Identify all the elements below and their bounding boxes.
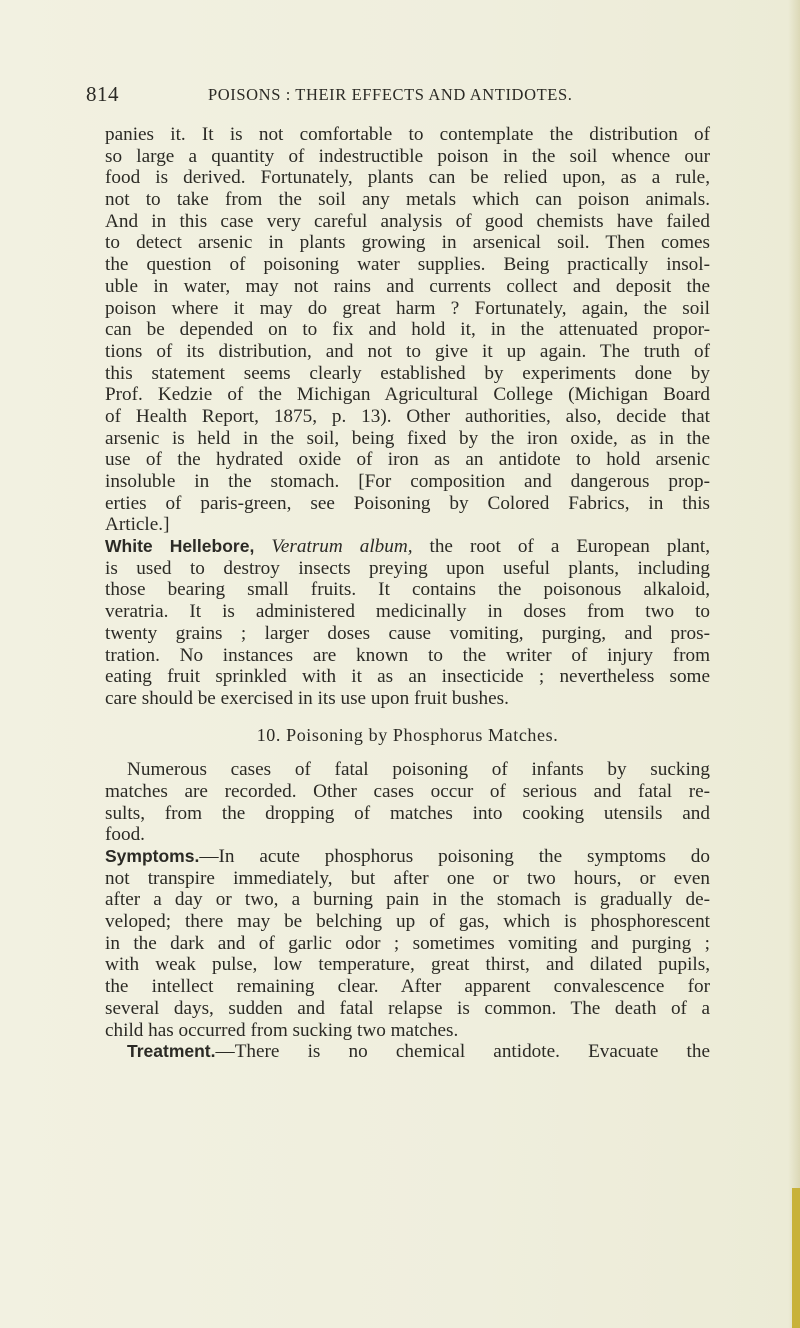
text-line: matches are recorded. Other cases occur of serious and fatal re- (105, 780, 710, 802)
text-line: food. (105, 824, 145, 846)
text-line: tions of its distribution, and not to give it up again. The truth of (105, 340, 710, 362)
text-run: —There is no chemical antidote. Evacuate the (215, 1041, 710, 1063)
text-line: food is derived. Fortunately, plants can be relied upon, as a rule, (105, 167, 710, 189)
text-line: after a day or two, a burning pain in the stomach is gradually de- (105, 889, 710, 911)
text-line: panies it. It is not comfortable to contemplate the distribution of (105, 124, 710, 145)
text-line: veloped; there may be belching up of gas, which is phosphorescent (105, 911, 710, 933)
page-number: 814 (86, 82, 119, 106)
text-line: care should be exercised in its use upon fruit bushes. (105, 687, 509, 709)
text-line: eating fruit sprinkled with it as an insecticide ; nevertheless some (105, 666, 710, 688)
text-line: those bearing small fruits. It contains the poisonous alkaloid, (105, 579, 710, 601)
text-run: the root of a European plant, (429, 536, 711, 558)
paragraph-phosphorus-intro (105, 759, 710, 846)
text-line: the intellect remaining clear. After apparent convalescence for (105, 976, 710, 998)
text-line: use of the hydrated oxide of iron as an antidote to hold arsenic (105, 449, 710, 471)
term-white-hellebore: White Hellebore, (105, 536, 255, 557)
text-line: arsenic is held in the soil, being fixed by the iron oxide, as in the (105, 427, 710, 449)
text-line: not to take from the soil any metals which can poison animals. (105, 189, 710, 211)
section-heading: 10. Poisoning by Phosphorus Matches. (256, 724, 559, 745)
page-edge-tab (792, 1188, 800, 1328)
text-line: Numerous cases of fatal poisoning of infants by sucking (127, 759, 710, 781)
text-line: erties of paris-green, see Poisoning by Colored Fabrics, in this (105, 492, 710, 514)
text-line: to detect arsenic in plants growing in arsenical soil. Then comes (105, 232, 710, 254)
text-line: not transpire immediately, but after one or two hours, or even (105, 867, 710, 889)
text-line: child has occurred from sucking two matches. (105, 1019, 459, 1041)
text-line: twenty grains ; larger doses cause vomiting, purging, and pros- (105, 622, 710, 644)
text-line: poison where it may do great harm ? Fortunately, again, the soil (105, 297, 710, 319)
text-line: veratria. It is administered medicinally in doses from two to (105, 601, 710, 623)
text-run: —In acute phosphorus poisoning the symptoms do (199, 846, 710, 868)
text-line: so large a quantity of indestructible poison in the soil whence our (105, 145, 710, 167)
text-line: the question of poisoning water supplies. Being practically insol- (105, 254, 710, 276)
term-symptoms: Symptoms. (105, 846, 200, 867)
page-header (86, 82, 716, 112)
text-line: of Health Report, 1875, p. 13). Other authorities, also, decide that (105, 405, 710, 427)
page-edge-shadow (788, 0, 800, 1328)
paragraph-arsenic-soil (105, 124, 710, 536)
running-head: POISONS : THEIR EFFECTS AND ANTIDOTES. (208, 85, 573, 104)
text-line: insoluble in the stomach. [For composition and dangerous prop- (105, 471, 710, 492)
text-line: Prof. Kedzie of the Michigan Agricultural College (Michigan Board (105, 384, 710, 406)
text-line: uble in water, may not rains and currents collect and deposit the (105, 275, 710, 297)
text-line: several days, sudden and fatal relapse is common. The death of a (105, 997, 710, 1019)
body-text (105, 124, 710, 1063)
latin-name: Veratrum album, (271, 536, 413, 558)
text-line: And in this case very careful analysis of good chemists have failed (105, 210, 710, 232)
text-line: sults, from the dropping of matches into cooking utensils and (105, 802, 710, 824)
term-treatment: Treatment. (127, 1041, 216, 1062)
text-line (105, 1041, 710, 1063)
text-line: in the dark and of garlic odor ; sometimes vomiting and purging ; (105, 932, 710, 954)
paragraph-symptoms (105, 846, 710, 1041)
text-line (105, 536, 710, 558)
text-line: this statement seems clearly established by experiments done by (105, 362, 710, 384)
text-line: is used to destroy insects preying upon useful plants, including (105, 557, 710, 579)
paragraph-white-hellebore (105, 536, 710, 710)
text-line: can be depended on to fix and hold it, in the attenuated propor- (105, 319, 710, 341)
text-line: tration. No instances are known to the writer of injury from (105, 644, 710, 666)
text-line: with weak pulse, low temperature, great thirst, and dilated pupils, (105, 954, 710, 976)
paragraph-treatment (105, 1041, 710, 1063)
text-line: Article.] (105, 514, 170, 536)
text-line (105, 846, 710, 868)
